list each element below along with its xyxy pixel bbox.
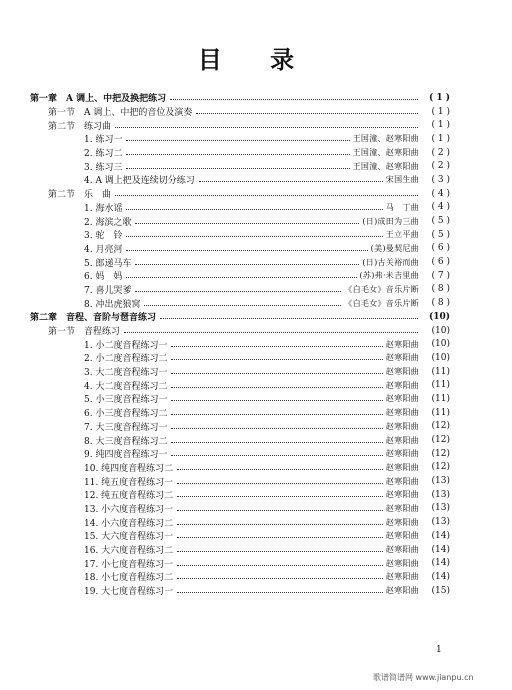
toc-entry-page: ( 1 ): [431, 133, 450, 144]
toc-entry-title: 19. 大七度音程练习一: [84, 587, 174, 598]
toc-chapter-row: [30, 310, 450, 324]
toc-entry-page: (14): [431, 544, 450, 555]
toc-entry-composer: 赵寒阳曲: [385, 462, 419, 472]
toc-entry-page: (11): [431, 366, 450, 377]
dot-leader: [135, 264, 359, 265]
toc-entry-title: 17. 小七度音程练习一: [84, 559, 174, 570]
toc-entry-page: (15): [431, 585, 450, 596]
toc-entry-title: 13. 小六度音程练习一: [84, 504, 174, 515]
toc-entry-row: [30, 378, 450, 392]
toc-entry-row: [30, 488, 450, 502]
toc-entry-row: [30, 556, 450, 570]
toc-entry-title: 5. 小三度音程练习一: [84, 395, 168, 406]
toc-section-row: [30, 105, 450, 119]
toc-entry-composer: 马 丁曲: [385, 202, 419, 212]
toc-entry-title: 6. 小三度音程练习二: [84, 409, 168, 420]
dot-leader: [170, 99, 418, 100]
toc-entry-title: 2. 海滨之歌: [84, 217, 132, 228]
toc-entry-page: ( 6 ): [431, 243, 450, 254]
dot-leader: [124, 332, 418, 333]
toc-entry-row: [30, 365, 450, 379]
toc-entry-row: [30, 201, 450, 215]
dot-leader: [135, 223, 359, 224]
toc-entry-composer: (日)成田为三曲: [362, 216, 419, 226]
dot-leader: [171, 387, 382, 388]
toc-entry-row: [30, 173, 450, 187]
toc-entry-title: 2. 小二度音程练习二: [84, 354, 168, 365]
toc-entry-row: [30, 228, 450, 242]
toc-entry-title: 1. 小二度音程练习一: [84, 340, 168, 351]
toc-entry-composer: 赵寒阳曲: [385, 339, 419, 349]
dot-leader: [126, 236, 382, 237]
toc-entry-page: (11): [431, 393, 450, 404]
toc-entry-composer: 赵寒阳曲: [385, 503, 419, 513]
toc-entry-title: 3. 驼 铃: [84, 231, 123, 242]
toc-entry-row: [30, 159, 450, 173]
toc-entry-title: 18. 小七度音程练习二: [84, 573, 174, 584]
toc-entry-page: (10): [431, 325, 450, 336]
dot-leader: [171, 373, 382, 374]
dot-leader: [171, 359, 382, 360]
toc-entry-composer: (美)曼契尼曲: [370, 243, 419, 253]
toc-section-row: [30, 324, 450, 338]
toc-entry-page: ( 2 ): [431, 147, 450, 158]
toc-entry-title: 2. 练习二: [84, 149, 123, 160]
toc-entry-row: [30, 529, 450, 543]
toc-entry-page: (11): [431, 380, 450, 391]
toc-entry-title: 1. 海水谣: [84, 203, 123, 214]
toc-entry-composer: 赵寒阳曲: [385, 394, 419, 404]
dot-leader: [171, 442, 382, 443]
toc-entry-composer: 《白毛女》音乐片断: [344, 284, 419, 294]
toc-entry-row: [30, 214, 450, 228]
toc-entry-composer: 赵寒阳曲: [385, 517, 419, 527]
toc-entry-row: [30, 502, 450, 516]
toc-entry-title: 7. 大三度音程练习一: [84, 422, 168, 433]
dot-leader: [171, 400, 382, 401]
toc-entry-title: 11. 纯五度音程练习一: [84, 477, 174, 488]
dot-leader: [115, 127, 418, 128]
toc-entry-composer: 赵寒阳曲: [385, 531, 419, 541]
toc-entry-composer: 赵寒阳曲: [385, 586, 419, 596]
toc-entry-page: (13): [431, 476, 450, 487]
toc-entry-page: ( 1 ): [428, 92, 450, 103]
dot-leader: [171, 428, 382, 429]
toc-entry-title: 第一章 A 调上、中把及换把练习: [30, 94, 167, 105]
toc-entry-page: (13): [431, 489, 450, 500]
dot-leader: [177, 537, 383, 538]
toc-entry-composer: 赵寒阳曲: [385, 545, 419, 555]
dot-leader: [126, 250, 367, 251]
toc-entry-page: (13): [431, 517, 450, 528]
toc-entry-composer: 赵寒阳曲: [385, 476, 419, 486]
toc-entry-composer: 赵寒阳曲: [385, 421, 419, 431]
dot-leader: [177, 565, 383, 566]
dot-leader: [171, 455, 382, 456]
dot-leader: [126, 154, 349, 155]
toc-entry-page: (13): [431, 503, 450, 514]
toc-entry-row: [30, 570, 450, 584]
toc-entry-composer: 赵寒阳曲: [385, 490, 419, 500]
toc-entry-page: (12): [431, 435, 450, 446]
toc-entry-title: 3. 练习三: [84, 162, 123, 173]
toc-entry-row: [30, 242, 450, 256]
toc-entry-row: [30, 406, 450, 420]
toc-entry-page: ( 1 ): [431, 120, 450, 131]
dot-leader: [115, 195, 418, 196]
toc-entry-composer: (日)古关裕而曲: [362, 257, 419, 267]
dot-leader: [135, 291, 341, 292]
toc-entry-composer: 赵寒阳曲: [385, 572, 419, 582]
toc-entry-title: 12. 纯五度音程练习二: [84, 491, 174, 502]
toc-entry-composer: 赵寒阳曲: [385, 408, 419, 418]
toc-entry-composer: 王国潼、赵寒阳曲: [352, 161, 419, 171]
toc-entry-composer: 赵寒阳曲: [385, 435, 419, 445]
dot-leader: [126, 277, 356, 278]
footer-page-number: 1: [436, 645, 442, 655]
dot-leader: [177, 578, 383, 579]
toc-entry-row: [30, 392, 450, 406]
toc-entry-title: 第二节 练习曲: [48, 121, 112, 132]
toc-entry-row: [30, 296, 450, 310]
toc-entry-composer: (苏)弗·米吉里曲: [359, 271, 419, 281]
toc-entry-row: [30, 132, 450, 146]
toc-entry-page: ( 1 ): [431, 106, 450, 117]
dot-leader: [126, 209, 382, 210]
dot-leader: [177, 551, 383, 552]
toc-entry-title: 1. 练习一: [84, 135, 123, 146]
toc-entry-title: 5. 郎递马车: [84, 258, 132, 269]
toc-entry-title: 8. 冲出虎狼窝: [84, 299, 141, 310]
dot-leader: [177, 524, 383, 525]
toc-entry-page: ( 8 ): [431, 284, 450, 295]
toc-entry-page: ( 5 ): [431, 229, 450, 240]
toc-entry-page: (10): [431, 339, 450, 350]
dot-leader: [144, 305, 341, 306]
dot-leader: [126, 168, 349, 169]
toc-entry-title: 15. 大六度音程练习一: [84, 532, 174, 543]
dot-leader: [199, 181, 383, 182]
toc-entry-row: [30, 351, 450, 365]
toc-entry-page: ( 4 ): [431, 202, 450, 213]
toc-entry-page: (12): [431, 462, 450, 473]
dot-leader: [196, 113, 418, 114]
toc-entry-page: (10): [428, 311, 450, 322]
toc-entry-title: 4. A 调上把及连续切分练习: [84, 176, 195, 187]
toc-entry-row: [30, 283, 450, 297]
dot-leader: [177, 592, 383, 593]
toc-entry-page: (14): [431, 558, 450, 569]
page-title: 目 录: [197, 46, 315, 74]
toc-entry-title: 10. 纯四度音程练习二: [84, 463, 174, 474]
toc-section-row: [30, 118, 450, 132]
toc-entry-page: (10): [431, 352, 450, 363]
toc-entry-row: [30, 474, 450, 488]
toc-entry-title: 第一节 音程练习: [48, 327, 121, 338]
toc-entry-row: [30, 515, 450, 529]
toc-entry-page: ( 7 ): [431, 270, 450, 281]
toc-entry-title: 14. 小六度音程练习二: [84, 518, 174, 529]
toc-entry-title: 7. 喜儿哭爹: [84, 285, 132, 296]
toc-entry-title: 4. 月亮河: [84, 244, 123, 255]
toc-entry-composer: 王国潼、赵寒阳曲: [352, 148, 419, 158]
toc-entry-row: [30, 255, 450, 269]
toc-entry-row: [30, 269, 450, 283]
toc-entry-composer: 《白毛女》音乐片断: [344, 298, 419, 308]
dot-leader: [171, 414, 382, 415]
toc-entry-composer: 宋国生曲: [385, 175, 419, 185]
toc-entry-title: 4. 大二度音程练习二: [84, 381, 168, 392]
toc-entry-title: 8. 大三度音程练习二: [84, 436, 168, 447]
toc-entry-row: [30, 146, 450, 160]
dot-leader: [171, 346, 382, 347]
toc-entry-title: 3. 大二度音程练习一: [84, 368, 168, 379]
toc-entry-title: 第一节 A 调上、中把的音位及演奏: [48, 108, 193, 119]
table-of-contents: [30, 91, 450, 597]
toc-entry-composer: 赵寒阳曲: [385, 558, 419, 568]
toc-entry-page: ( 6 ): [431, 257, 450, 268]
toc-entry-page: ( 8 ): [431, 298, 450, 309]
toc-entry-title: 9. 纯四度音程练习一: [84, 450, 168, 461]
toc-entry-row: [30, 337, 450, 351]
dot-leader: [177, 469, 383, 470]
toc-entry-composer: 王立平曲: [385, 230, 419, 240]
toc-entry-title: 第二章 音程、音阶与琶音练习: [30, 313, 157, 324]
dot-leader: [177, 483, 383, 484]
toc-entry-page: (12): [431, 421, 450, 432]
toc-entry-composer: 赵寒阳曲: [385, 353, 419, 363]
toc-entry-title: 6. 妈 妈: [84, 272, 123, 283]
toc-entry-row: [30, 584, 450, 598]
toc-entry-row: [30, 433, 450, 447]
toc-entry-page: ( 3 ): [431, 174, 450, 185]
watermark: 歌谱简谱网 www.jianpu.cn: [373, 673, 474, 682]
toc-entry-composer: 王国潼、赵寒阳曲: [352, 134, 419, 144]
toc-entry-row: [30, 461, 450, 475]
toc-entry-page: (14): [431, 571, 450, 582]
toc-entry-page: ( 4 ): [431, 188, 450, 199]
toc-entry-page: (11): [431, 407, 450, 418]
toc-entry-row: [30, 447, 450, 461]
dot-leader: [126, 140, 349, 141]
dot-leader: [177, 496, 383, 497]
dot-leader: [160, 318, 418, 319]
toc-entry-composer: 赵寒阳曲: [385, 380, 419, 390]
toc-entry-page: ( 5 ): [431, 216, 450, 227]
toc-chapter-row: [30, 91, 450, 105]
toc-entry-composer: 赵寒阳曲: [385, 449, 419, 459]
toc-entry-page: ( 2 ): [431, 161, 450, 172]
toc-entry-row: [30, 420, 450, 434]
dot-leader: [177, 510, 383, 511]
toc-entry-row: [30, 543, 450, 557]
toc-entry-title: 16. 大六度音程练习二: [84, 546, 174, 557]
toc-entry-title: 第二节 乐 曲: [48, 190, 112, 201]
toc-section-row: [30, 187, 450, 201]
toc-entry-page: (12): [431, 448, 450, 459]
toc-entry-page: (14): [431, 530, 450, 541]
toc-entry-composer: 赵寒阳曲: [385, 367, 419, 377]
